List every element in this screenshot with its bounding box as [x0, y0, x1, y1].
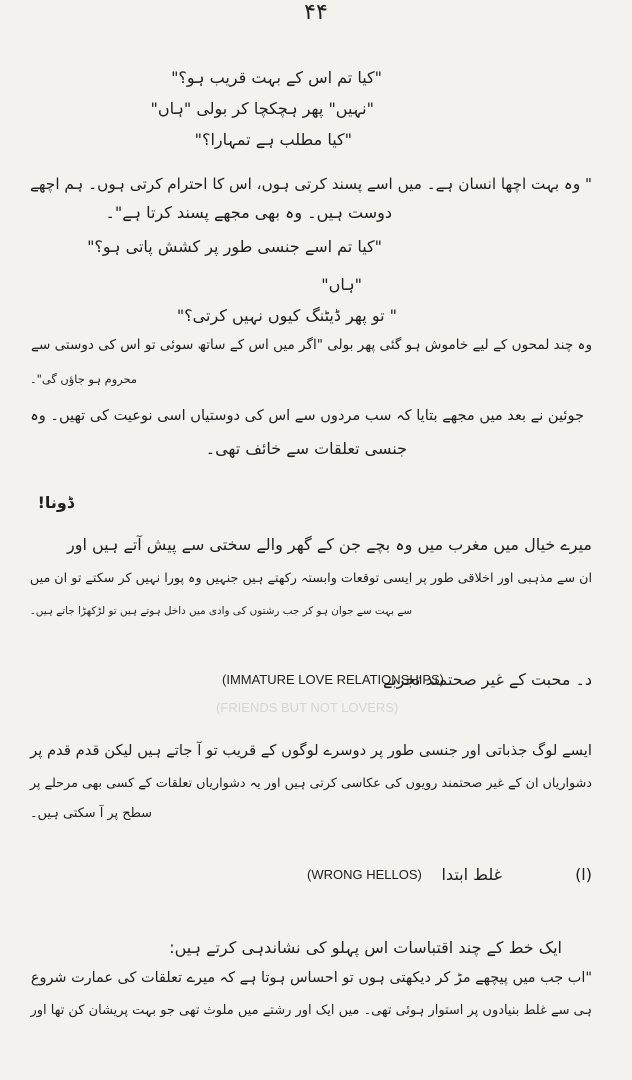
page-number: ۴۴: [304, 0, 328, 25]
text-line: "ہاں": [321, 275, 362, 294]
text-line: "اب جب میں پیچھے مڑ کر دیکھتی ہوں تو احساس ہوتا ہے کہ میرے تعلقات کی عمارت شروع: [30, 970, 592, 986]
section-heading: د۔ محبت کے غیر صحتمند تجربے: [382, 670, 592, 689]
text-line: "کیا تم اسے جنسی طور پر کشش پاتی ہو؟": [87, 237, 382, 256]
text-line: ہی سے غلط بنیادوں پر استوار ہوئی تھی۔ میں ایک اور رشتے میں ملوث تھی جو بہت پریشان کن تھا اور: [30, 1003, 592, 1018]
text-line: " تو پھر ڈیٹنگ کیوں نہیں کرتی؟": [176, 306, 397, 325]
text-line: "کیا مطلب ہے تمہارا؟": [194, 130, 352, 149]
text-line: ایک خط کے چند اقتباسات اس پہلو کی نشاندہی کرتے ہیں:: [169, 938, 562, 957]
text-line: ایسے لوگ جذباتی اور جنسی طور پر دوسرے لوگوں کے قریب تو آ جاتے ہیں لیکن قدم قدم پر: [30, 742, 592, 759]
text-line: سطح پر آ سکتی ہیں۔: [29, 806, 152, 821]
text-line: جوئین نے بعد میں مجھے بتایا کہ سب مردوں سے اس کی دوستیاں اسی نوعیت کی تھیں۔ وہ: [30, 407, 584, 424]
text-line: ان سے مذہبی اور اخلاقی طور پر ایسی توقعات وابستہ رکھتے ہیں جنہیں وہ پورا نہیں کر سکتے تو ان میں: [29, 571, 592, 586]
text-line: "کیا تم اس کے بہت قریب ہو؟": [171, 68, 382, 87]
section-heading: ڈونا!: [37, 493, 74, 512]
text-line: دوست ہیں۔ وہ بھی مجھے پسند کرتا ہے"۔: [105, 203, 392, 222]
section-heading-english: (IMMATURE LOVE RELATIONSHIPS): [222, 672, 444, 687]
text-line: جنسی تعلقات سے خائف تھی۔: [205, 439, 407, 458]
text-line: میرے خیال میں مغرب میں وہ بچے جن کے گھر والے سختی سے پیش آتے ہیں اور: [66, 535, 592, 554]
text-line: دشواریاں ان کے غیر صحتمند رویوں کی عکاسی کرتی ہیں اور یہ دشواریاں تعلقات کے کسی بھی مرحلے پر: [29, 776, 592, 791]
text-line: " وہ بہت اچھا انسان ہے۔ میں اسے پسند کرتی ہوں، اس کا احترام کرتی ہوں۔ ہم اچھے: [30, 175, 592, 193]
text-line: "نہیں" پھر ہچکچا کر بولی "ہاں": [150, 99, 374, 118]
text-line: وہ چند لمحوں کے لیے خاموش ہو گئی پھر بولی "اگر میں اس کے ساتھ سوئی تو اس کی دوستی سے: [31, 337, 592, 353]
text-line: سے بہت سے جوان ہو کر جب رشتوں کی وادی میں داخل ہوتے ہیں تو لڑکھڑا جاتے ہیں۔: [29, 605, 412, 617]
subsection-number: (ا): [575, 865, 592, 884]
subsection-heading: غلط ابتدا: [441, 865, 502, 884]
subsection-heading-english: (WRONG HELLOS): [307, 867, 422, 882]
text-line: محروم ہو جاؤں گی"۔: [29, 372, 137, 386]
bleed-through-text: (FRIENDS BUT NOT LOVERS): [216, 700, 399, 715]
